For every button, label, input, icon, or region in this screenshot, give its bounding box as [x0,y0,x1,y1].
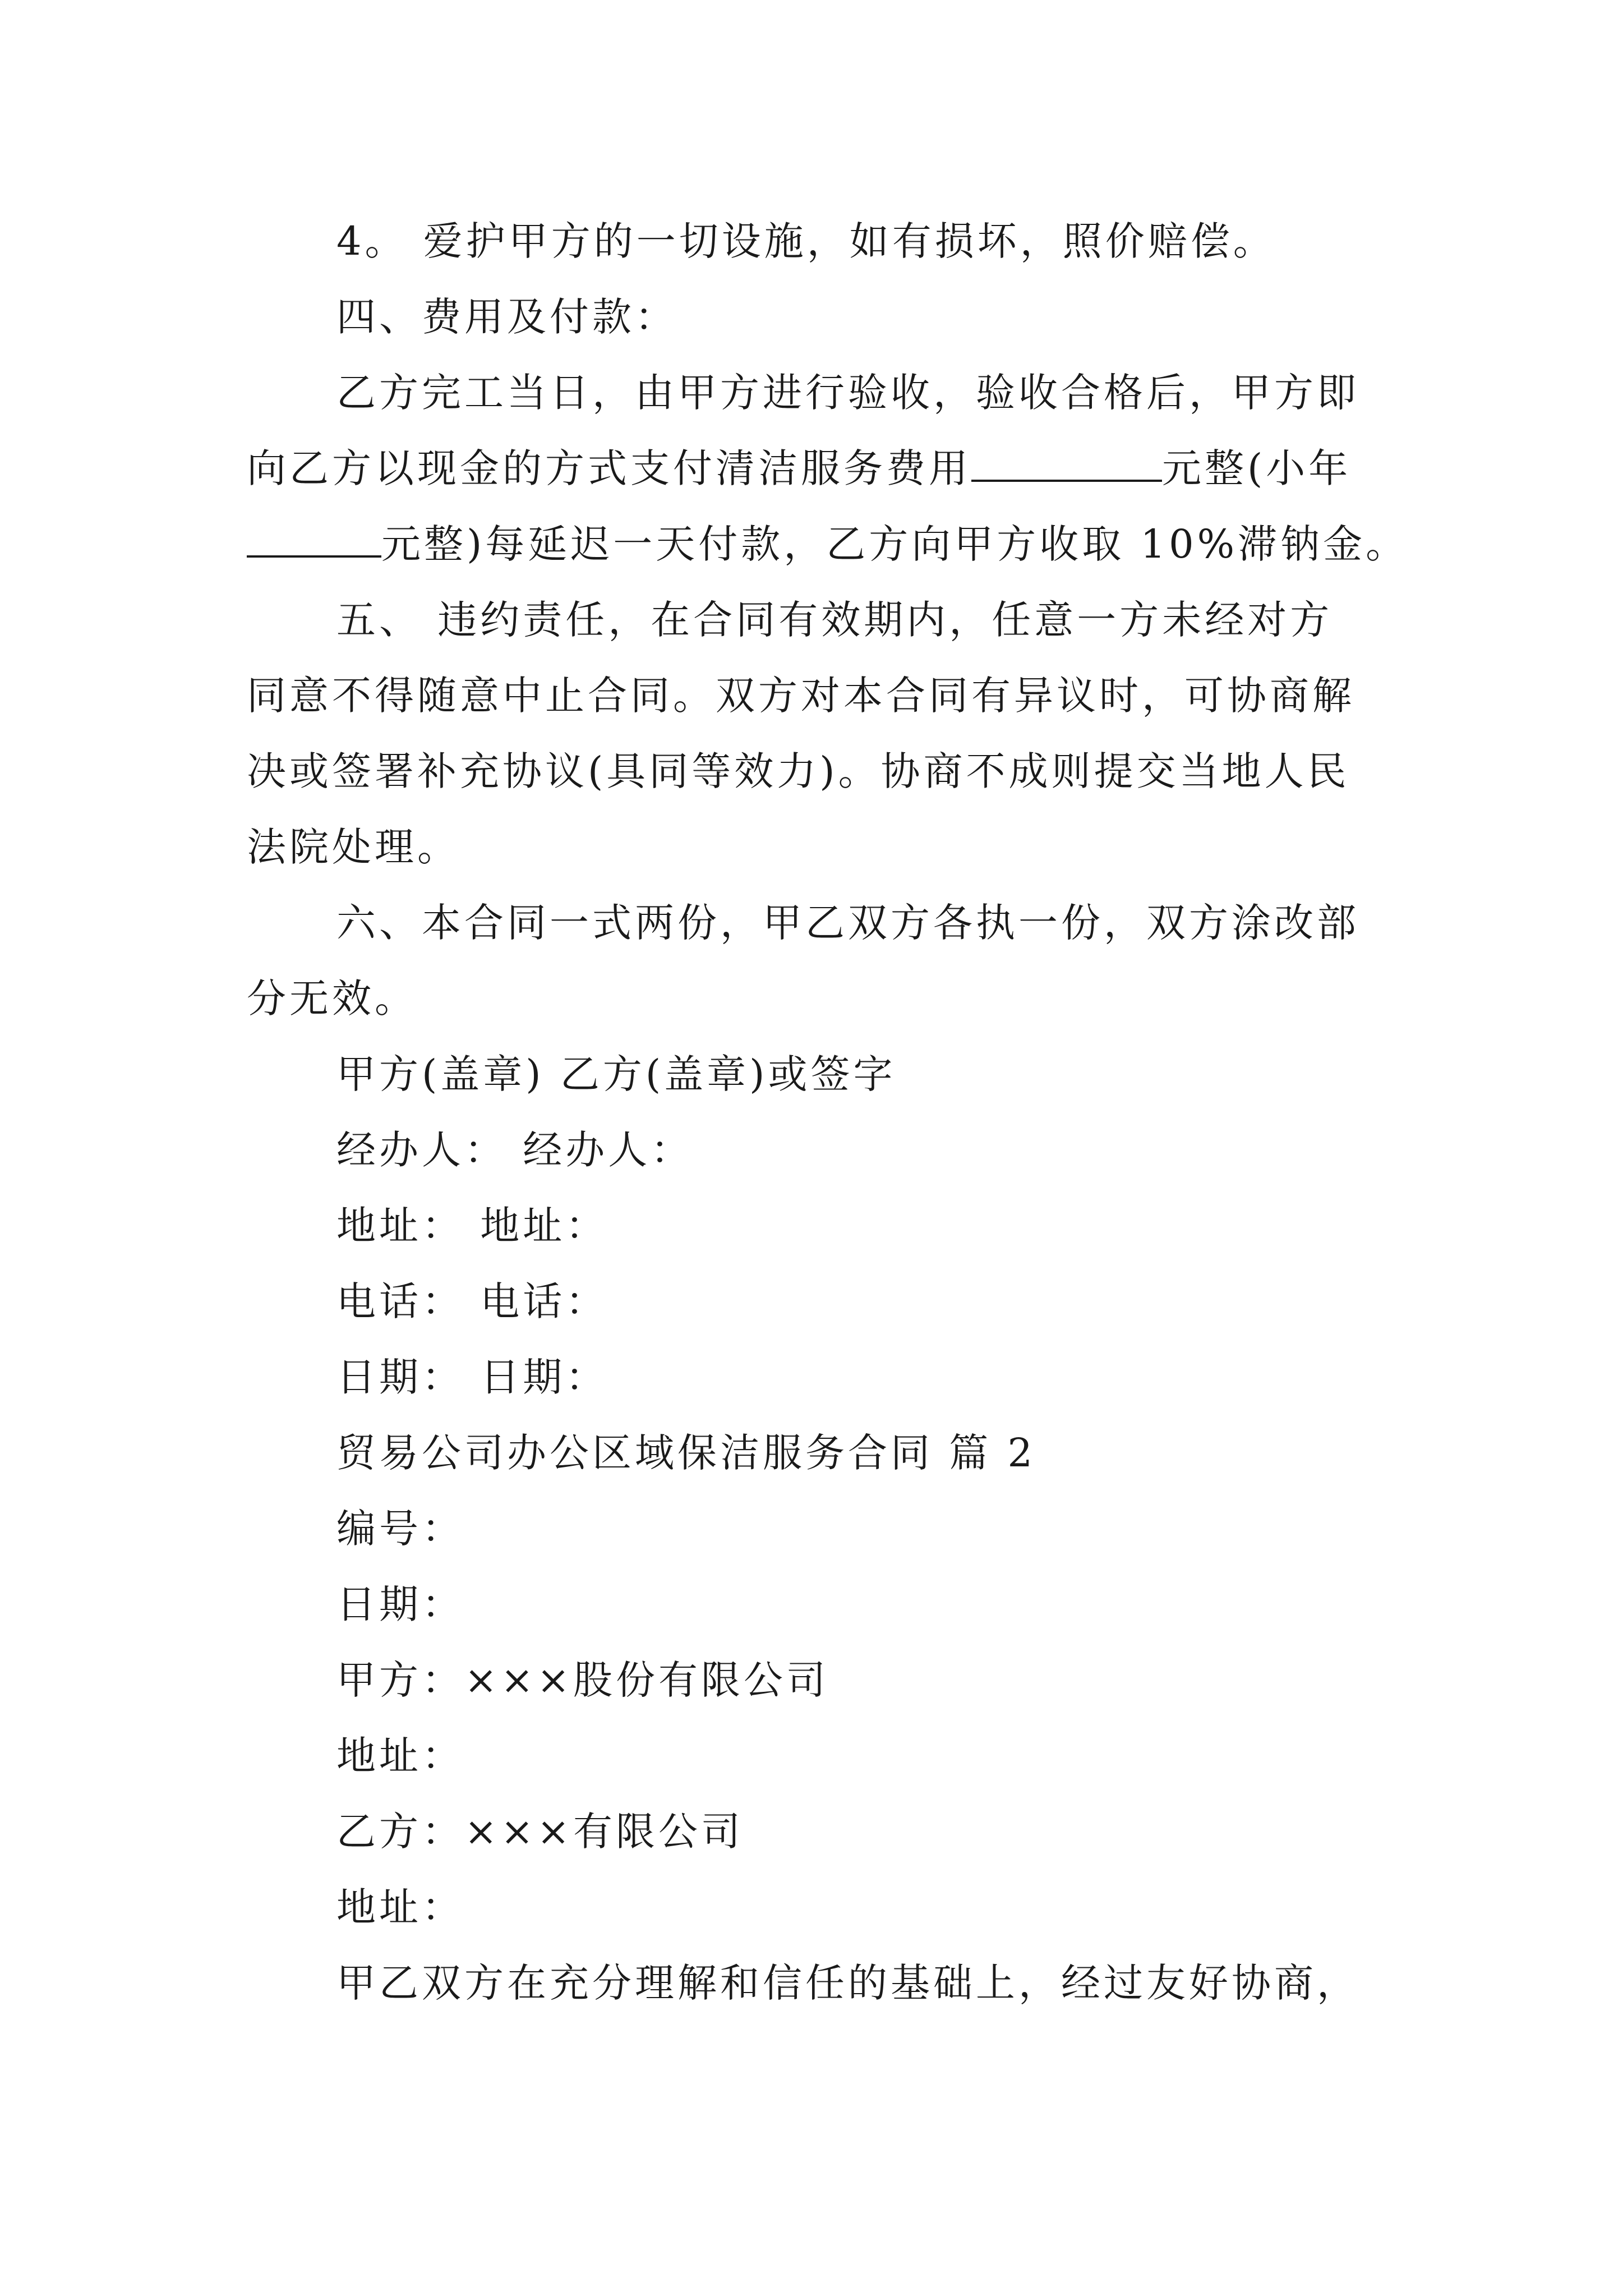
amount-words-blank-field [247,521,381,558]
contract-date-field: 日期： [336,1581,464,1627]
payment-text-part-3: 元整)每延迟一天付款，乙方向甲方收取 10%滞钠金。 [381,521,1409,567]
payment-paragraph-line-2 [247,443,1351,494]
clause-4-line: 4。 爱护甲方的一切设施，如有损坏，照价赔偿。 [336,218,1276,264]
intro-paragraph-line: 甲乙双方在充分理解和信任的基础上，经过友好协商， [336,1960,1359,2006]
party-a-address: 地址： [336,1733,464,1779]
contract-2-heading: 贸易公司办公区域保洁服务合同 篇 2 [336,1430,1036,1476]
payment-text-part-1: 向乙方以现金的方式支付清洁服务费用 [247,445,971,491]
amount-blank-field [971,445,1162,482]
party-b-address: 地址： [336,1884,464,1930]
signature-address-line: 地址： 地址： [336,1203,608,1249]
signature-phone-line: 电话： 电话： [336,1278,608,1324]
section-5-line-3: 决或签署补充协议(具同等效力)。协商不成则提交当地人民 [247,748,1350,794]
signature-date-line: 日期： 日期： [336,1354,608,1400]
section-6-line-1: 六、本合同一式两份，甲乙双方各执一份，双方涂改部 [336,900,1359,946]
contract-number-field: 编号： [336,1506,464,1552]
payment-paragraph-line-3 [247,519,1408,569]
section-5-line-1: 五、 违约责任，在合同有效期内，任意一方未经对方 [336,597,1333,643]
party-a-name: 甲方：×××股份有限公司 [336,1657,829,1703]
payment-paragraph-line-1: 乙方完工当日，由甲方进行验收，验收合格后，甲方即 [336,370,1359,416]
section-4-title: 四、费用及付款： [336,294,677,340]
party-b-name: 乙方：×××有限公司 [336,1809,744,1855]
payment-text-part-2: 元整(小年 [1162,445,1352,491]
section-5-line-4: 法院处理。 [247,824,460,870]
section-5-line-2: 同意不得随意中止合同。双方对本合同有异议时，可协商解 [247,673,1355,719]
signature-agent-line: 经办人： 经办人： [336,1127,694,1173]
section-6-line-2: 分无效。 [247,976,417,1022]
signature-party-line: 甲方(盖章) 乙方(盖章)或签字 [336,1051,896,1097]
